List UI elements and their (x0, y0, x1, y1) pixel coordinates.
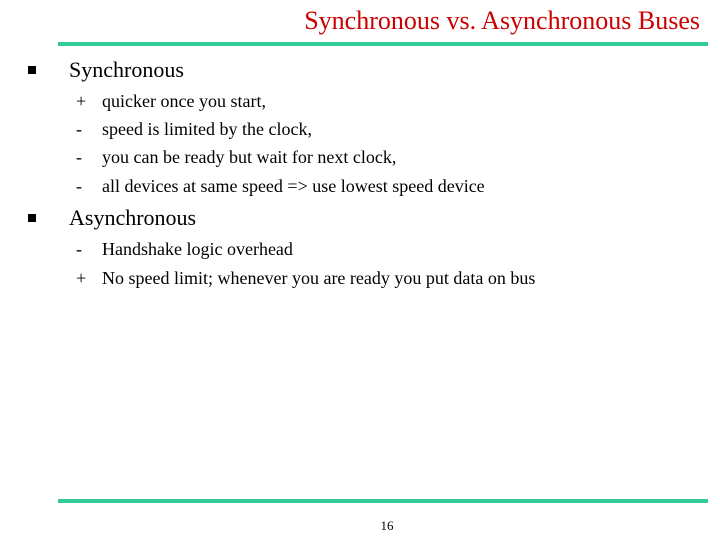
section-heading-asynchronous: Asynchronous (69, 205, 197, 230)
list-item (76, 117, 312, 141)
list-item (76, 89, 266, 113)
minus-marker: - (76, 239, 82, 259)
list-item (76, 174, 485, 198)
list-item (76, 266, 535, 290)
page-number: 16 (380, 518, 394, 533)
list-item (76, 237, 293, 261)
list-item (76, 145, 396, 169)
minus-marker: - (76, 119, 82, 139)
list-item-text: you can be ready but wait for next clock, (102, 147, 397, 167)
list-item-text: all devices at same speed => use lowest speed device (102, 176, 485, 196)
square-bullet-icon (28, 66, 36, 74)
square-bullet-icon (28, 214, 36, 222)
footer-divider (58, 499, 708, 503)
list-item-text: No speed limit; whenever you are ready you put data on bus (102, 268, 536, 288)
list-item-text: Handshake logic overhead (102, 239, 293, 259)
slide-title: Synchronous vs. Asynchronous Buses (304, 6, 700, 35)
plus-marker: + (76, 268, 87, 288)
list-item-text: speed is limited by the clock, (102, 119, 312, 139)
list-item-text: quicker once you start, (102, 91, 266, 111)
title-divider (58, 42, 708, 46)
plus-marker: + (76, 91, 87, 111)
minus-marker: - (76, 147, 82, 167)
minus-marker: - (76, 176, 82, 196)
section-heading-synchronous: Synchronous (69, 57, 184, 82)
